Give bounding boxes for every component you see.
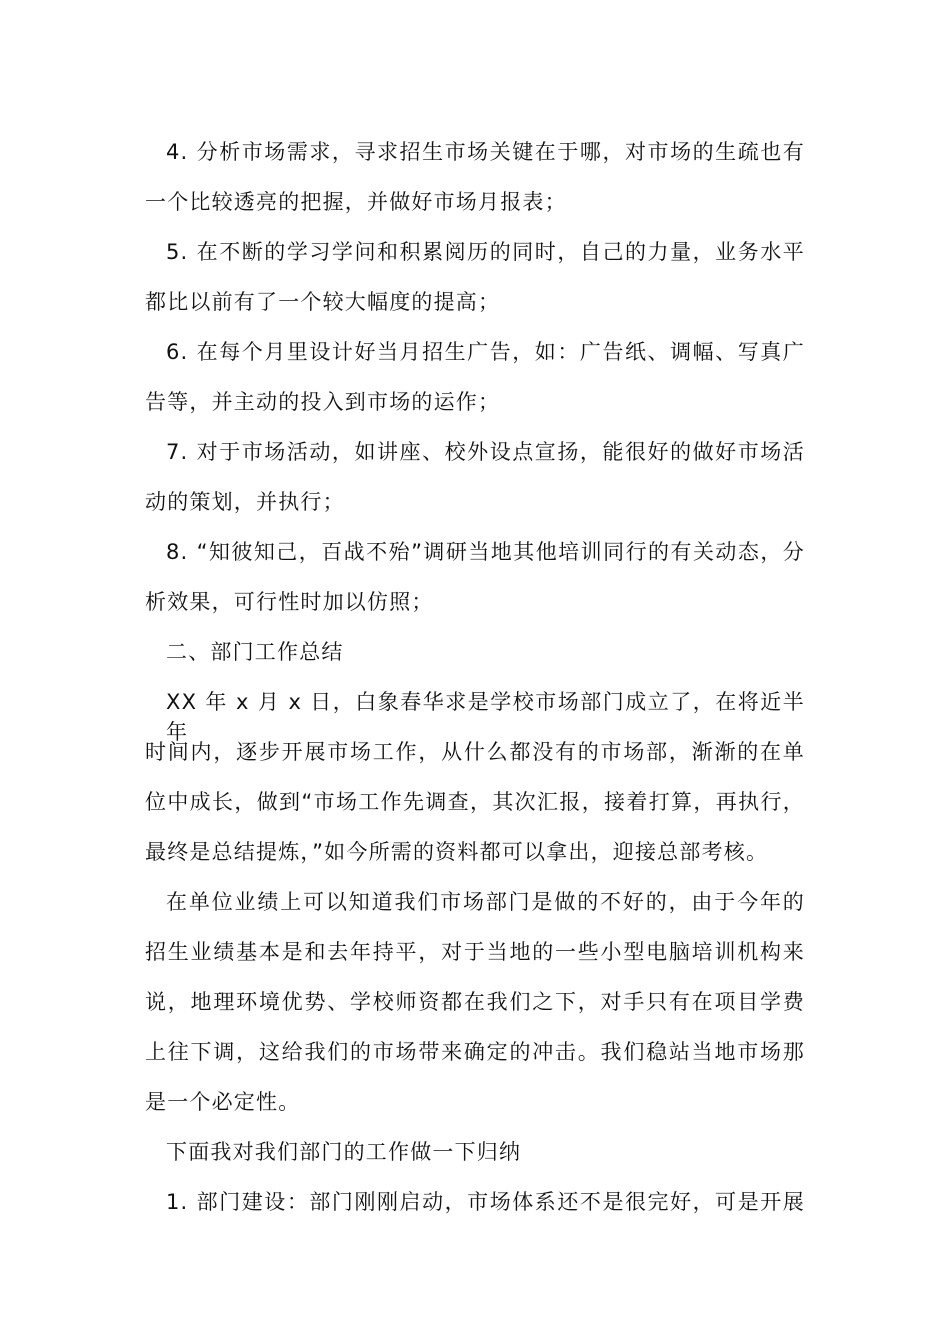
paragraph-line: 6. 在每个月里设计好当月招生广告，如：广告纸、调幅、写真广 — [166, 340, 805, 364]
paragraph-line: 是一个必定性。 — [145, 1090, 301, 1114]
paragraph-line: 1. 部门建设：部门刚刚启动，市场体系还不是很完好，可是开展 — [166, 1190, 805, 1214]
paragraph-line: 动的策划，并执行； — [145, 490, 345, 514]
paragraph-line: XX 年 x 月 x 日，白象春华求是学校市场部门成立了，在将近半年 — [166, 690, 805, 744]
paragraph-line: 都比以前有了一个较大幅度的提高； — [145, 290, 501, 314]
paragraph-line: 时间内，逐步开展市场工作，从什么都没有的市场部，渐渐的在单 — [145, 740, 805, 764]
paragraph-line: 7. 对于市场活动，如讲座、校外设点宣扬，能很好的做好市场活 — [166, 440, 805, 464]
paragraph-line: 上往下调，这给我们的市场带来确定的冲击。我们稳站当地市场那 — [145, 1040, 805, 1064]
paragraph-line: 告等，并主动的投入到市场的运作； — [145, 390, 501, 414]
paragraph-line: 5. 在不断的学习学问和积累阅历的同时，自己的力量，业务水平 — [166, 240, 805, 264]
section-heading: 二、部门工作总结 — [166, 640, 344, 664]
paragraph-line: 4. 分析市场需求，寻求招生市场关键在于哪，对市场的生疏也有 — [166, 140, 805, 164]
paragraph-line: 说，地理环境优势、学校师资都在我们之下，对手只有在项目学费 — [145, 990, 805, 1014]
paragraph-line: 8. “知彼知己，百战不殆”调研当地其他培训同行的有关动态，分 — [166, 540, 805, 564]
paragraph-line: 下面我对我们部门的工作做一下归纳 — [166, 1140, 522, 1164]
paragraph-line: 招生业绩基本是和去年持平，对于当地的一些小型电脑培训机构来 — [145, 940, 805, 964]
paragraph-line: 一个比较透亮的把握，并做好市场月报表； — [145, 190, 567, 214]
paragraph-line: 析效果，可行性时加以仿照； — [145, 590, 434, 614]
paragraph-line: 最终是总结提炼，”如今所需的资料都可以拿出，迎接总部考核。 — [145, 840, 769, 864]
paragraph-line: 位中成长，做到“市场工作先调查，其次汇报，接着打算，再执行， — [145, 790, 805, 814]
paragraph-line: 在单位业绩上可以知道我们市场部门是做的不好的，由于今年的 — [166, 890, 805, 914]
